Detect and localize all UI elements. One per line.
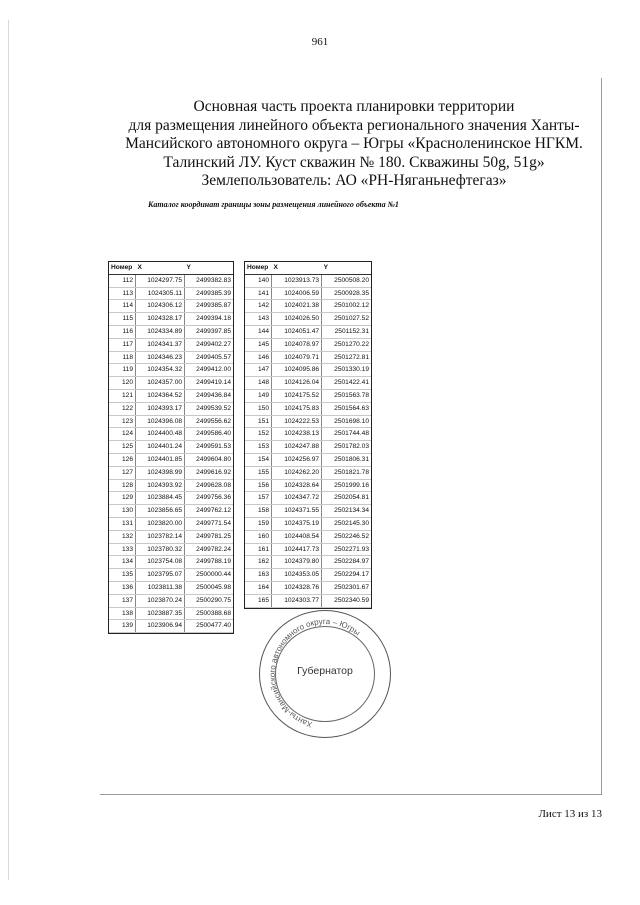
point-number-cell: 141 [245,287,272,300]
table-row [245,556,371,569]
point-number-cell: 116 [109,325,136,338]
table-row [109,530,233,543]
y-coordinate-cell: 2502271.93 [322,543,371,556]
point-number-cell: 142 [245,300,272,313]
y-coordinate-cell: 2501422.41 [322,377,371,390]
point-number-cell: 135 [109,569,136,582]
table-row [109,351,233,364]
sheet-label: Лист 13 из 13 [538,808,602,820]
title-line: Мансийского автономного округа – Югры «Красноленинское НГКМ. [125,135,583,152]
coordinates-table-left [108,261,234,634]
point-number-cell: 131 [109,517,136,530]
y-coordinate-cell: 2500477.40 [185,620,233,633]
table-row [109,543,233,556]
y-coordinate-cell: 2500928.35 [322,287,371,300]
table-row [245,479,371,492]
x-coordinate-cell: 1023754.08 [136,556,185,569]
x-coordinate-cell: 1024357.00 [136,377,185,390]
y-coordinate-cell: 2501272.81 [322,351,371,364]
y-coordinate-cell: 2499788.19 [185,556,233,569]
x-coordinate-cell: 1024175.83 [272,402,322,415]
x-coordinate-cell: 1024262.20 [272,466,322,479]
y-coordinate-cell: 2499402.27 [185,338,233,351]
x-coordinate-cell: 1024334.89 [136,325,185,338]
y-coordinate-cell: 2502246.52 [322,530,371,543]
table-row [109,505,233,518]
x-coordinate-cell: 1024079.71 [272,351,322,364]
x-coordinate-cell: 1024379.80 [272,556,322,569]
x-coordinate-cell: 1024393.92 [136,479,185,492]
y-coordinate-cell: 2499382.83 [185,274,233,287]
title-line: Талинский ЛУ. Куст скважин № 180. Скважины 50g, 51g» [163,153,545,171]
x-coordinate-cell: 1024021.38 [272,300,322,313]
y-coordinate-cell: 2499591.53 [185,441,233,454]
title-line: Основная часть проекта планировки территории [193,98,515,115]
table-row [109,364,233,377]
x-coordinate-cell: 1024051.47 [272,325,322,338]
x-coordinate-cell: 1024222.53 [272,415,322,428]
y-coordinate-cell: 2502054.81 [322,492,371,505]
table-row [245,402,371,415]
table-row [245,441,371,454]
x-coordinate-cell: 1024095.86 [272,364,322,377]
y-coordinate-cell: 2499419.14 [185,377,233,390]
document-title [112,98,596,191]
point-number-cell: 134 [109,556,136,569]
catalog-caption: Каталог координат границы зоны размещения линейного объекта №1 [148,200,399,209]
point-number-cell: 118 [109,351,136,364]
x-coordinate-cell: 1024328.76 [272,581,322,594]
column-header-x: X [272,262,322,274]
x-coordinate-cell: 1023913.73 [272,274,322,287]
point-number-cell: 151 [245,415,272,428]
y-coordinate-cell: 2501821.78 [322,466,371,479]
point-number-cell: 156 [245,479,272,492]
x-coordinate-cell: 1024297.75 [136,274,185,287]
point-number-cell: 125 [109,441,136,454]
official-seal [259,610,391,738]
x-coordinate-cell: 1024401.85 [136,453,185,466]
point-number-cell: 164 [245,581,272,594]
table-row [109,517,233,530]
y-coordinate-cell: 2499394.18 [185,313,233,326]
point-number-cell: 138 [109,607,136,620]
x-coordinate-cell: 1024341.37 [136,338,185,351]
point-number-cell: 163 [245,569,272,582]
y-coordinate-cell: 2501782.03 [322,441,371,454]
point-number-cell: 117 [109,338,136,351]
table-row [245,364,371,377]
table-row [109,402,233,415]
x-coordinate-cell: 1024126.04 [272,377,322,390]
x-coordinate-cell: 1024256.97 [272,453,322,466]
table-row [245,505,371,518]
x-coordinate-cell: 1024401.24 [136,441,185,454]
table-row [245,517,371,530]
y-coordinate-cell: 2499586.40 [185,428,233,441]
point-number-cell: 147 [245,364,272,377]
table-row [245,466,371,479]
point-number-cell: 148 [245,377,272,390]
point-number-cell: 145 [245,338,272,351]
x-coordinate-cell: 1024006.59 [272,287,322,300]
table-row [109,607,233,620]
point-number-cell: 149 [245,389,272,402]
point-number-cell: 157 [245,492,272,505]
y-coordinate-cell: 2499539.52 [185,402,233,415]
table-row [245,594,371,607]
point-number-cell: 115 [109,313,136,326]
table-row [245,530,371,543]
y-coordinate-cell: 2502294.17 [322,569,371,582]
x-coordinate-cell: 1024396.08 [136,415,185,428]
y-coordinate-cell: 2501806.31 [322,453,371,466]
table-row [109,338,233,351]
column-header-y: Y [185,262,233,274]
table-row [245,389,371,402]
table-row [109,415,233,428]
table-row [109,620,233,633]
table-row [245,313,371,326]
point-number-cell: 162 [245,556,272,569]
table-row [109,274,233,287]
point-number-cell: 112 [109,274,136,287]
point-number-cell: 128 [109,479,136,492]
y-coordinate-cell: 2499385.39 [185,287,233,300]
y-coordinate-cell: 2501330.19 [322,364,371,377]
point-number-cell: 160 [245,530,272,543]
point-number-cell: 124 [109,428,136,441]
y-coordinate-cell: 2501027.52 [322,313,371,326]
column-header-number: Номер [109,262,136,274]
point-number-cell: 122 [109,402,136,415]
x-coordinate-cell: 1024398.99 [136,466,185,479]
x-coordinate-cell: 1023884.45 [136,492,185,505]
point-number-cell: 114 [109,300,136,313]
x-coordinate-cell: 1024364.52 [136,389,185,402]
point-number-cell: 133 [109,543,136,556]
y-coordinate-cell: 2499756.36 [185,492,233,505]
point-number-cell: 153 [245,441,272,454]
y-coordinate-cell: 2502301.67 [322,581,371,594]
y-coordinate-cell: 2501744.48 [322,428,371,441]
y-coordinate-cell: 2499771.54 [185,517,233,530]
table-row [109,556,233,569]
table-row [109,569,233,582]
point-number-cell: 140 [245,274,272,287]
x-coordinate-cell: 1024400.48 [136,428,185,441]
point-number-cell: 119 [109,364,136,377]
x-coordinate-cell: 1024305.11 [136,287,185,300]
x-coordinate-cell: 1024303.77 [272,594,322,607]
table-row [109,581,233,594]
scan-edge-mark [8,20,9,880]
point-number-cell: 150 [245,402,272,415]
y-coordinate-cell: 2501698.10 [322,415,371,428]
x-coordinate-cell: 1023820.00 [136,517,185,530]
column-header-x: X [136,262,185,274]
x-coordinate-cell: 1024026.50 [272,313,322,326]
y-coordinate-cell: 2499385.87 [185,300,233,313]
y-coordinate-cell: 2502284.97 [322,556,371,569]
x-coordinate-cell: 1024417.73 [272,543,322,556]
point-number-cell: 121 [109,389,136,402]
y-coordinate-cell: 2501564.63 [322,402,371,415]
y-coordinate-cell: 2501563.78 [322,389,371,402]
table-row [245,415,371,428]
y-coordinate-cell: 2502340.59 [322,594,371,607]
table-row [245,377,371,390]
table-row [109,313,233,326]
seal-ring-text-path: Ханты-Мансийского автономного округа – Югры [267,616,362,730]
point-number-cell: 123 [109,415,136,428]
y-coordinate-cell: 2499397.85 [185,325,233,338]
y-coordinate-cell: 2500508.20 [322,274,371,287]
x-coordinate-cell: 1024078.97 [272,338,322,351]
y-coordinate-cell: 2499405.57 [185,351,233,364]
table-row [109,441,233,454]
x-coordinate-cell: 1024175.52 [272,389,322,402]
x-coordinate-cell: 1023906.94 [136,620,185,633]
x-coordinate-cell: 1023782.14 [136,530,185,543]
point-number-cell: 136 [109,581,136,594]
x-coordinate-cell: 1024328.64 [272,479,322,492]
y-coordinate-cell: 2500388.68 [185,607,233,620]
x-coordinate-cell: 1024347.72 [272,492,322,505]
point-number-cell: 152 [245,428,272,441]
point-number-cell: 130 [109,505,136,518]
point-number-cell: 144 [245,325,272,338]
coordinates-table-right [244,261,372,609]
point-number-cell: 158 [245,505,272,518]
y-coordinate-cell: 2501002.12 [322,300,371,313]
y-coordinate-cell: 2499616.92 [185,466,233,479]
point-number-cell: 161 [245,543,272,556]
x-coordinate-cell: 1024354.32 [136,364,185,377]
table-row [245,338,371,351]
point-number-cell: 120 [109,377,136,390]
x-coordinate-cell: 1024306.12 [136,300,185,313]
x-coordinate-cell: 1023811.38 [136,581,185,594]
x-coordinate-cell: 1024328.17 [136,313,185,326]
column-header-number: Номер [245,262,272,274]
page-number: 961 [311,36,329,48]
x-coordinate-cell: 1024408.54 [272,530,322,543]
y-coordinate-cell: 2502145.30 [322,517,371,530]
table-header-row [109,262,233,274]
y-coordinate-cell: 2500290.75 [185,594,233,607]
point-number-cell: 132 [109,530,136,543]
x-coordinate-cell: 1023856.65 [136,505,185,518]
y-coordinate-cell: 2500000.44 [185,569,233,582]
table-body-right [245,274,371,607]
x-coordinate-cell: 1024353.05 [272,569,322,582]
point-number-cell: 155 [245,466,272,479]
y-coordinate-cell: 2499781.25 [185,530,233,543]
table-row [109,453,233,466]
point-number-cell: 113 [109,287,136,300]
table-row [109,377,233,390]
y-coordinate-cell: 2501152.31 [322,325,371,338]
table-row [245,569,371,582]
y-coordinate-cell: 2501999.16 [322,479,371,492]
y-coordinate-cell: 2499412.00 [185,364,233,377]
y-coordinate-cell: 2501270.22 [322,338,371,351]
y-coordinate-cell: 2499436.84 [185,389,233,402]
x-coordinate-cell: 1024393.17 [136,402,185,415]
table-row [109,466,233,479]
table-row [109,300,233,313]
point-number-cell: 159 [245,517,272,530]
point-number-cell: 127 [109,466,136,479]
x-coordinate-cell: 1023887.35 [136,607,185,620]
point-number-cell: 143 [245,313,272,326]
y-coordinate-cell: 2499628.08 [185,479,233,492]
y-coordinate-cell: 2499604.80 [185,453,233,466]
x-coordinate-cell: 1024238.13 [272,428,322,441]
point-number-cell: 126 [109,453,136,466]
y-coordinate-cell: 2500045.98 [185,581,233,594]
table-row [109,492,233,505]
column-header-y: Y [322,262,371,274]
table-row [245,492,371,505]
table-row [245,453,371,466]
x-coordinate-cell: 1023795.07 [136,569,185,582]
y-coordinate-cell: 2499556.62 [185,415,233,428]
table-row [245,287,371,300]
table-row [245,325,371,338]
point-number-cell: 165 [245,594,272,607]
table-header-row [245,262,371,274]
y-coordinate-cell: 2499762.12 [185,505,233,518]
x-coordinate-cell: 1023780.32 [136,543,185,556]
table-row [109,428,233,441]
x-coordinate-cell: 1024371.55 [272,505,322,518]
x-coordinate-cell: 1024247.88 [272,441,322,454]
y-coordinate-cell: 2502134.34 [322,505,371,518]
point-number-cell: 137 [109,594,136,607]
point-number-cell: 139 [109,620,136,633]
x-coordinate-cell: 1024346.23 [136,351,185,364]
table-row [245,543,371,556]
table-row [245,274,371,287]
table-row [245,351,371,364]
table-row [245,581,371,594]
table-row [109,287,233,300]
table-row [109,325,233,338]
point-number-cell: 129 [109,492,136,505]
table-row [109,479,233,492]
x-coordinate-cell: 1023870.24 [136,594,185,607]
title-line: Землепользователь: АО «РН-Няганьнефтегаз» [201,172,507,189]
seal-center-text: Губернатор [297,665,353,677]
title-line: для размещения линейного объекта регионального значения Ханты- [128,116,580,134]
point-number-cell: 154 [245,453,272,466]
table-row [245,300,371,313]
point-number-cell: 146 [245,351,272,364]
table-row [109,389,233,402]
x-coordinate-cell: 1024375.19 [272,517,322,530]
table-row [109,594,233,607]
y-coordinate-cell: 2499782.24 [185,543,233,556]
table-row [245,428,371,441]
table-body-left [109,274,233,632]
